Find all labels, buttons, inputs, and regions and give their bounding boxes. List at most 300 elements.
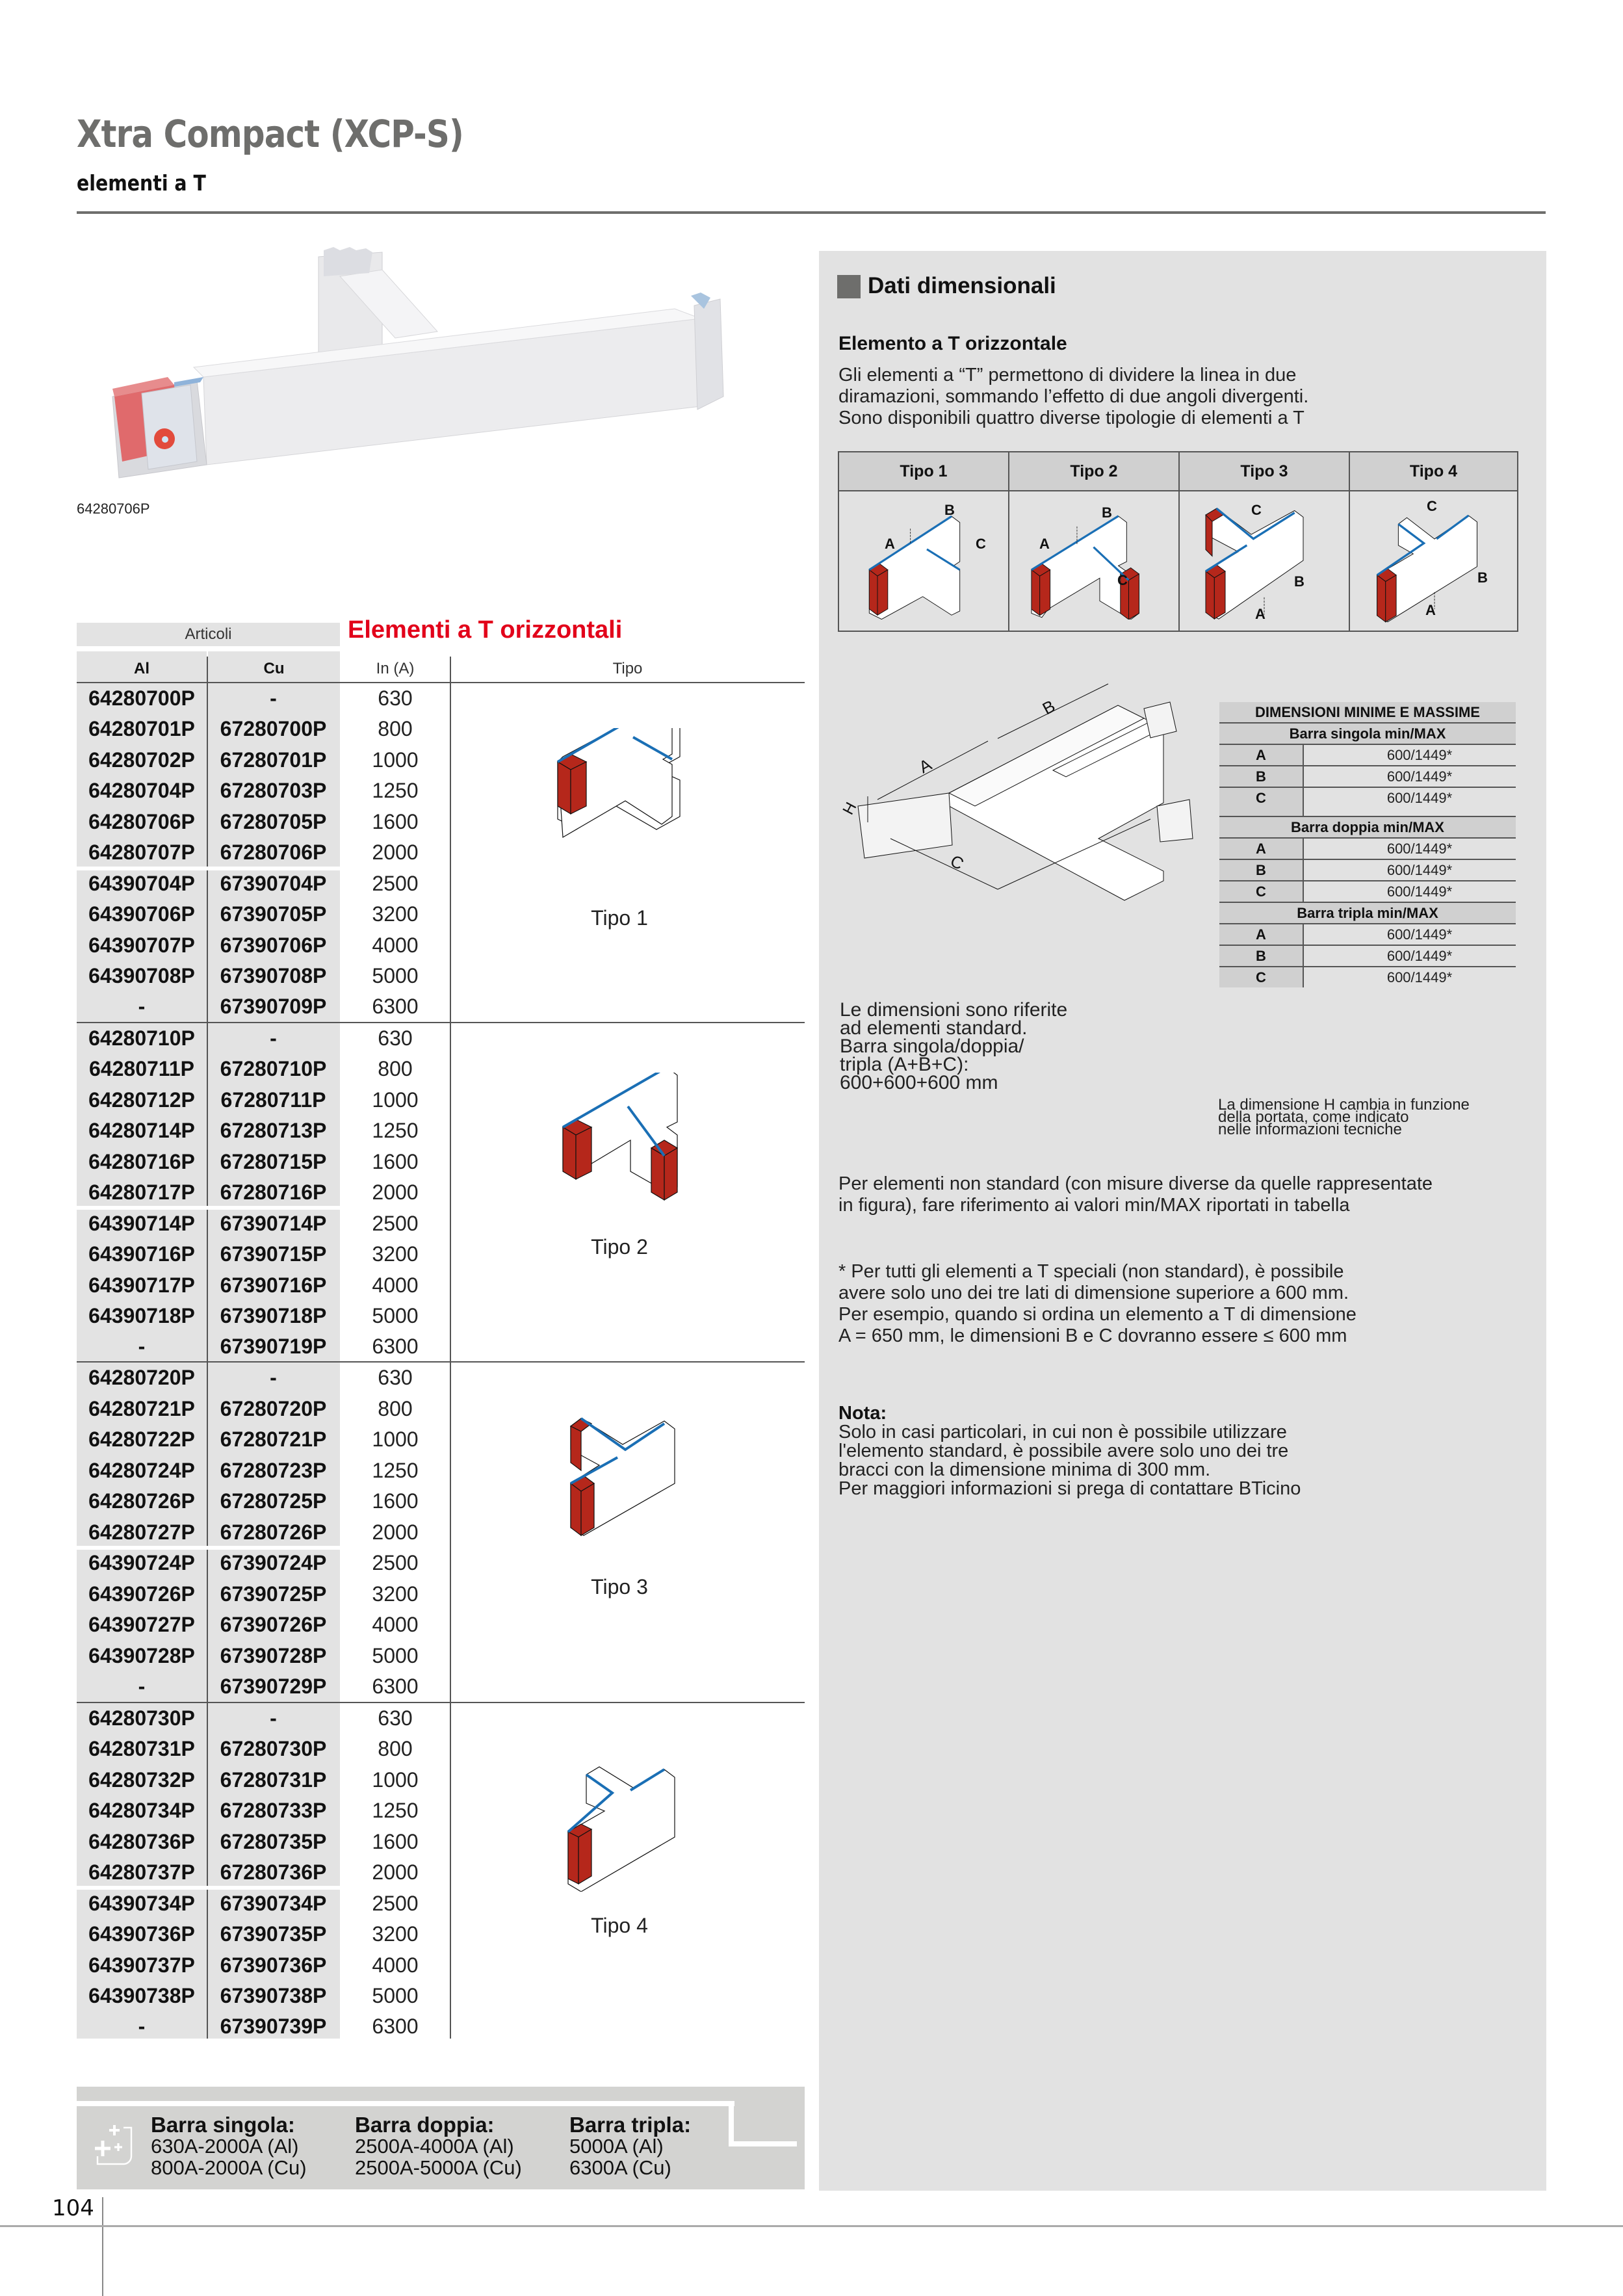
table-row [77,1919,450,1950]
in-value: 5000 [372,964,419,988]
note-line: Per esempio, quando si ordina un elemento a T di dimensione [838,1304,1357,1325]
in-value: 4000 [372,1613,419,1637]
al-code: 64280721P [88,1397,195,1421]
cu-code: 67280713P [220,1119,327,1143]
al-code: 64390716P [88,1242,195,1266]
in-value: 1250 [372,1459,419,1483]
dim-value: 600/1449* [1386,747,1453,763]
cu-code: 67280736P [220,1860,327,1885]
decor-stripe [77,2101,734,2106]
table-row [77,1641,450,1672]
al-code: 64390738P [88,1984,195,2008]
range-line: 6300A (Cu) [569,2156,671,2179]
note-line: tripla (A+B+C): [840,1054,969,1075]
note-line: Barra singola/doppia/ [840,1036,1024,1057]
dimension-drawing [838,676,1202,949]
label-b: B [944,502,955,518]
intro-line: diramazioni, sommando l’effetto di due angoli divergenti. [838,386,1309,407]
label-c: C [976,536,986,552]
label-a: A [1039,536,1050,552]
in-value: 2000 [372,1520,419,1545]
table-row [77,1239,450,1270]
table-row [77,1734,450,1765]
al-code: 64390736P [88,1922,195,1946]
al-code: 64280707P [88,841,195,865]
al-code: 64280736P [88,1830,195,1854]
tipo-header: Tipo 1 [839,452,1009,490]
al-code: 64390707P [88,933,195,958]
al-code: 64280704P [88,779,195,803]
al-code: 64390727P [88,1613,195,1637]
section-marker-icon [837,275,861,298]
label-c: C [1427,498,1437,514]
note-line: della portata, come indicato [1218,1108,1409,1126]
in-value: 4000 [372,1273,419,1298]
table-row [77,1950,450,1981]
al-code: 64280726P [88,1489,195,1513]
range-line: 5000A (Al) [569,2135,664,2158]
barra-doppia-title: Barra doppia: [355,2113,495,2137]
section-header: Barra doppia min/MAX [1219,817,1516,839]
tipo-comparison-table [838,451,1518,632]
in-value: 800 [378,1057,413,1081]
section-header: Barra singola min/MAX [1219,724,1516,745]
al-code: 64280702P [88,748,195,772]
in-value: 2500 [372,1551,419,1575]
barra-singola-range [151,2114,307,2178]
tipo-2-icon [552,1073,708,1203]
table-row [77,1177,450,1208]
cu-code: 67390739P [220,2015,327,2039]
table-row [77,1827,450,1858]
table-row [77,868,450,900]
column-header-tipo: Tipo [612,660,643,677]
page-subtitle: elementi a T [77,170,206,196]
cu-code: 67390714P [220,1212,327,1236]
in-value: 800 [378,717,413,741]
al-code: 64390708P [88,964,195,988]
cu-code: 67390715P [220,1242,327,1266]
nota-title: Nota: [838,1403,887,1424]
al-code: 64280727P [88,1520,195,1545]
dim-value: 600/1449* [1386,862,1453,878]
articoli-group-header: Articoli [77,623,340,646]
table-row [77,1394,450,1425]
dim-row [1219,860,1516,881]
cu-code: 67390738P [220,1984,327,2008]
dim-label-a: A [915,754,935,777]
barra-tripla-title: Barra tripla: [569,2113,692,2137]
barra-doppia-range [355,2114,522,2178]
dim-row [1219,924,1516,946]
range-line: 630A-2000A (Al) [151,2135,299,2158]
in-value: 6300 [372,995,419,1019]
table-row [77,1270,450,1301]
table-row [77,930,450,961]
in-value: 1600 [372,1150,419,1174]
al-code: 64390714P [88,1212,195,1236]
dim-row [1219,881,1516,903]
cu-code: 67280730P [220,1737,327,1761]
al-code: 64280734P [88,1799,195,1823]
table-row [77,1023,450,1054]
tipo-4-cell [1350,490,1517,631]
dim-row [1219,788,1516,817]
dimension-minmax-table [1219,702,1516,987]
dim-label-h: H [839,799,861,818]
table-row [77,1363,450,1394]
in-value: 5000 [372,1304,419,1328]
tipo-2-cell [1009,490,1180,631]
cu-code: 67280711P [220,1088,326,1112]
cu-code: - [270,1706,277,1730]
in-value: 3200 [372,1242,419,1266]
dim-label-c: C [947,850,967,874]
table-row [77,1888,450,1920]
note-line: ad elementi standard. [840,1017,1028,1039]
cu-code: - [270,686,277,711]
table-row [77,1085,450,1116]
in-value: 800 [378,1397,413,1421]
product-photo [77,247,727,501]
nota-block [838,1404,1301,1498]
table-row [77,1331,450,1363]
note-line: Solo in casi particolari, in cui non è possibile utilizzare [838,1422,1287,1442]
cu-code: 67280723P [220,1459,327,1483]
table-row [77,1115,450,1147]
plus-sparkle-icon [95,2122,134,2168]
cu-code: 67280735P [220,1830,327,1854]
cu-code: 67390708P [220,964,327,988]
dim-row [1219,745,1516,766]
dim-label-b: B [1039,696,1059,719]
in-value: 2500 [372,872,419,896]
al-code: 64280737P [88,1860,195,1885]
in-value: 3200 [372,1582,419,1606]
range-line: 2500A-5000A (Cu) [355,2156,522,2179]
cu-code: 67390736P [220,1953,327,1977]
note-line: Le dimensioni sono riferite [840,999,1068,1021]
al-code: - [138,1675,146,1699]
in-value: 800 [378,1737,413,1761]
al-code: 64390717P [88,1273,195,1298]
panel-subtitle: Elemento a T orizzontale [838,333,1067,354]
dim-value: 600/1449* [1386,841,1453,857]
table-row [77,1579,450,1610]
cu-code: 67390728P [220,1644,327,1668]
table-row [77,1610,450,1641]
tipo-1-diagram-icon [865,506,989,620]
label-a: A [885,536,895,552]
note-line: nelle informazioni tecniche [1218,1121,1402,1138]
in-value: 2000 [372,841,419,865]
in-value: 6300 [372,1335,419,1359]
al-code: 64390728P [88,1644,195,1668]
table-row [77,776,450,807]
dim-row [1219,839,1516,860]
dim-key: C [1219,967,1304,987]
cu-code: - [270,1366,277,1390]
table-row [77,1765,450,1796]
tipo-header: Tipo 2 [1009,452,1180,490]
in-value: 5000 [372,1984,419,2008]
cu-code: 67390725P [220,1582,327,1606]
in-value: 630 [378,686,413,711]
tipo-3-label: Tipo 3 [591,1575,648,1598]
table-row [77,1548,450,1579]
asterisk-note [838,1261,1357,1347]
table-row [77,1857,450,1888]
al-code: 64280722P [88,1428,195,1452]
table-row [77,1671,450,1702]
page-title: Xtra Compact (XCP-S) [77,112,463,156]
note-line: A = 650 mm, le dimensioni B e C dovranno essere ≤ 600 mm [838,1325,1347,1346]
photo-caption: 64280706P [77,501,150,517]
al-code: 64280720P [88,1366,195,1390]
dim-key: A [1219,745,1304,765]
in-value: 6300 [372,2015,419,2039]
cu-code: 67390709P [220,995,327,1019]
in-value: 1250 [372,1119,419,1143]
tipo-header: Tipo 3 [1180,452,1350,490]
in-value: 1250 [372,779,419,803]
table-row [77,1517,450,1548]
in-value: 1250 [372,1799,419,1823]
in-value: 4000 [372,933,419,958]
cu-code: 67280720P [220,1397,327,1421]
label-b: B [1477,569,1488,586]
table-row [77,1981,450,2012]
cu-code: 67280710P [220,1057,327,1081]
in-value: 1600 [372,1830,419,1854]
in-value: 630 [378,1366,413,1390]
al-code: 64280730P [88,1706,195,1730]
tipo-3-cell [1180,490,1350,631]
intro-line: Gli elementi a “T” permettono di dividere la linea in due [838,365,1297,385]
table-row [77,899,450,930]
dim-row [1219,946,1516,967]
al-code: 64280712P [88,1088,195,1112]
cu-code: 67280731P [220,1768,327,1792]
standard-dimensions-note [840,1001,1067,1092]
in-value: 1000 [372,748,419,772]
page-gutter-line [102,2197,103,2296]
cu-code: 67390718P [220,1304,327,1328]
al-code: 64390734P [88,1892,195,1916]
in-value: 630 [378,1026,413,1050]
note-line: bracci con la dimensione minima di 300 mm. [838,1459,1211,1480]
tipo-1-cell [839,490,1009,631]
in-value: 5000 [372,1644,419,1668]
table-row [77,837,450,868]
dim-table-title: DIMENSIONI MINIME E MASSIME [1219,702,1516,724]
table-row [77,1301,450,1332]
tipo-1-label: Tipo 1 [591,906,648,930]
table-row [77,745,450,776]
cu-code: 67280706P [220,841,327,865]
al-code: 64390704P [88,872,195,896]
in-value: 1000 [372,1768,419,1792]
in-value: 1000 [372,1428,419,1452]
dim-value: 600/1449* [1386,948,1453,964]
cu-code: 67390706P [220,933,327,958]
dim-value: 600/1449* [1386,969,1453,985]
bar-range-legend [77,2087,805,2189]
table-row [77,991,450,1023]
label-a: A [1425,602,1436,618]
in-value: 2000 [372,1860,419,1885]
note-line: Per elementi non standard (con misure diverse da quelle rappresentate [838,1173,1433,1194]
cu-code: 67280700P [220,717,327,741]
in-value: 2500 [372,1892,419,1916]
note-line: avere solo uno dei tre lati di dimensione superiore a 600 mm. [838,1283,1349,1303]
page-number: 104 [52,2195,94,2221]
table-row [77,683,450,714]
dim-key: C [1219,881,1304,902]
al-code: 64280732P [88,1768,195,1792]
al-code: 64390724P [88,1551,195,1575]
note-line: in figura), fare riferimento ai valori min/MAX riportati in tabella [838,1195,1350,1216]
table-row [77,1703,450,1734]
al-code: - [138,995,146,1019]
column-header-in: In (A) [376,660,415,677]
tipo-4-icon [552,1762,708,1892]
tipo-4-label: Tipo 4 [591,1914,648,1937]
al-code: 64280714P [88,1119,195,1143]
table-title: Elementi a T orizzontali [348,616,623,644]
range-line: 2500A-4000A (Al) [355,2135,514,2158]
in-value: 3200 [372,902,419,926]
cu-code: 67390734P [220,1892,327,1916]
section-header: Barra tripla min/MAX [1219,903,1516,924]
dim-value: 600/1449* [1386,790,1453,806]
al-code: 64280711P [89,1057,194,1081]
al-code: 64390737P [88,1953,195,1977]
tipo-header: Tipo 4 [1350,452,1517,490]
tipo-2-diagram-icon [1026,506,1163,620]
in-value: 1000 [372,1088,419,1112]
al-code: 64280717P [88,1181,195,1205]
header-gap [77,646,340,651]
tipo-1-icon [552,728,708,858]
al-code: 64280706P [88,810,195,834]
cu-code: 67390726P [220,1613,327,1637]
in-value: 3200 [372,1922,419,1946]
al-code: 64280700P [88,686,195,711]
table-row [77,1486,450,1517]
in-value: 1600 [372,1489,419,1513]
cu-code: 67280701P [220,748,327,772]
al-code: 64280710P [88,1026,195,1050]
in-value: 6300 [372,1675,419,1699]
dim-key: B [1219,946,1304,966]
note-line: Per maggiori informazioni si prega di contattare BTicino [838,1478,1301,1499]
column-header-al: Al [77,657,207,681]
table-row [77,1208,450,1240]
cu-code: - [270,1026,277,1050]
al-code: 64280724P [88,1459,195,1483]
note-line: l'elemento standard, è possibile avere solo uno dei tre [838,1441,1289,1461]
table-row [77,2011,450,2042]
dim-key: B [1219,766,1304,787]
dim-row [1219,766,1516,788]
in-value: 2500 [372,1212,419,1236]
table-row [77,961,450,992]
in-value: 630 [378,1706,413,1730]
dim-row [1219,967,1516,987]
table-row [77,1455,450,1487]
cu-code: 67280715P [220,1150,327,1174]
cu-code: 67280703P [220,779,327,803]
cu-code: 67390735P [220,1922,327,1946]
column-header-cu: Cu [208,657,340,681]
cu-code: 67390719P [220,1335,327,1359]
cu-code: 67390705P [220,902,327,926]
cu-code: 67390729P [220,1675,327,1699]
label-c: C [1117,572,1128,588]
dim-key: A [1219,839,1304,859]
barra-tripla-range [569,2114,691,2178]
al-code: 64280731P [88,1737,195,1761]
decor-stripe [729,2101,734,2146]
header-divider [77,211,1546,214]
tipo-3-icon [552,1411,708,1541]
decor-stripe [729,2141,797,2146]
table-row [77,1054,450,1085]
al-code: 64390718P [88,1304,195,1328]
dim-value: 600/1449* [1386,768,1453,785]
table-row [77,714,450,745]
in-value: 4000 [372,1953,419,1977]
label-a: A [1255,606,1266,622]
panel-title: Dati dimensionali [868,273,1056,298]
note-line: La dimensione H cambia in funzione [1218,1096,1470,1114]
tipo-2-label: Tipo 2 [591,1235,648,1259]
cu-code: 67390704P [220,872,327,896]
dim-key: B [1219,860,1304,880]
cu-code: 67280725P [220,1489,327,1513]
dim-key: A [1219,924,1304,945]
note-line: * Per tutti gli elementi a T speciali (non standard), è possibile [838,1261,1344,1282]
dim-key: C [1219,788,1304,816]
in-value: 1600 [372,810,419,834]
label-b: B [1294,573,1305,590]
table-row [77,1147,450,1178]
table-row [77,1424,450,1455]
al-code: 64280701P [88,717,195,741]
dim-value: 600/1449* [1386,926,1453,943]
cu-code: 67280726P [220,1520,327,1545]
cu-code: 67390724P [220,1551,327,1575]
al-code: - [138,2015,146,2039]
label-b: B [1102,504,1112,521]
range-line: 800A-2000A (Cu) [151,2156,307,2179]
cu-code: 67280705P [220,810,327,834]
nonstandard-note [838,1173,1433,1216]
cu-code: 67280721P [220,1428,327,1452]
dim-value: 600/1449* [1386,883,1453,900]
al-code: - [138,1335,146,1359]
table-row [77,807,450,838]
cu-code: 67280733P [220,1799,327,1823]
al-code: 64390706P [88,902,195,926]
table-row [77,1795,450,1827]
cu-code: 67280716P [220,1181,327,1205]
h-dimension-note [1218,1096,1470,1138]
al-code: 64390726P [88,1582,195,1606]
intro-line: Sono disponibili quattro diverse tipologie di elementi a T [838,408,1305,428]
cu-code: 67390716P [220,1273,327,1298]
